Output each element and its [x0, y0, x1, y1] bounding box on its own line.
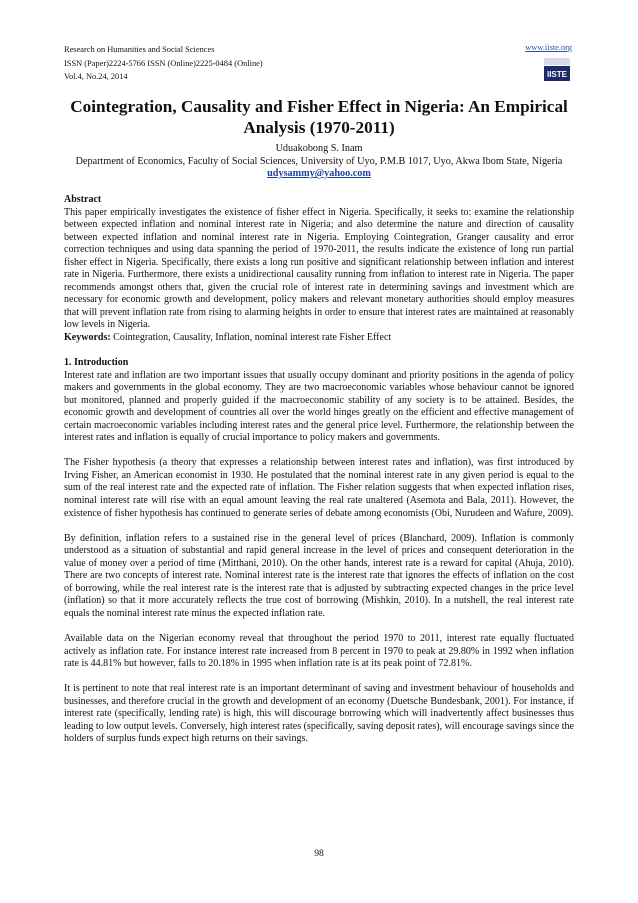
page-number: 98 [314, 848, 324, 859]
paper-body [64, 194, 574, 746]
author-name: Uduakobong S. Inam [275, 143, 363, 154]
abstract-text: This paper empirically investigates the existence of fisher effect in Nigeria. Specifically, it seeks to: examine the relationship between expected inflation and nominal interest rate in Nigeria; and also determine the nature and direction of causality between expected inflation and nominal interest rate in Nigeria. Employing Cointegration, Granger causality and error correction techniques and using data spanning the period of 1970-2011, the results indicate the existence of long run partial fisher effect in Nigeria. Specifically, there exists a long run positive and significant relationship between inflation and interest rate in Nigeria. Furthermore, there exists a unidirectional causality running from inflation to interest rate in Nigeria. The paper recommends amongst others that, given the crucial role of interest rate in determining savings and investment which are necessary for economic growth and development, policy makers and relevant monetary authorities should employ measures that will prevent inflation rate from rising to alarming heights in order to ensure that interest rates are maintained at reasonably low levels in Nigeria. [64, 206, 574, 331]
keywords-label: Keywords: [64, 332, 111, 344]
introduction-heading: 1. Introduction [64, 357, 129, 369]
intro-paragraph: Interest rate and inflation are two important issues that usually occupy dominant and priority positions in the agenda of policy makers and governments in the global economy. They are two macroeconomic variables whose behaviour cannot be ignored but monitored, planned and properly guided if the macroeconomic stability of any society is to be attained. Besides, the economic growth and development of countries all over the world hinges greatly on the efficient and effective management of certain macroeconomic variables including interest rates and the general price level. Furthermore, the relationship between the interest rates and inflation is equally of crucial importance to policy makers and governments. [64, 369, 574, 444]
intro-paragraph: The Fisher hypothesis (a theory that expresses a relationship between interest rates and inflation), was first introduced by Irving Fisher, an American economist in 1930. He postulated that the nominal interest rate in any given period is equal to the sum of the real interest rate and the expected rate of inflation. The Fisher relation suggests that when expected inflation rises, nominal interest rate will rise with an equal amount leaving the real rate unaltered (Asemota and Bala, 2011). However, the existence of fisher hypothesis has continued to generate series of debate among economists (Obi, Nurudeen and Wafure, 2009). [64, 457, 574, 519]
running-header [64, 43, 263, 84]
intro-paragraph: Available data on the Nigerian economy reveal that throughout the period 1970 to 2011, interest rate equally fluctuated actively as inflation rate. For instance interest rate increased from 8 percent in 1970 to peak at 29.80% in 1992 when inflation rate is 44.81% but however, falls to 20.18% in 1995 when inflation rate is at its peak point of 72.81%. [64, 632, 574, 670]
author-email-link[interactable]: udysammy@yahoo.com [267, 168, 371, 180]
paper-title: Cointegration, Causality and Fisher Effect in Nigeria: An Empirical Analysis (1970-2011) [70, 97, 568, 137]
journal-url-link[interactable]: www.iiste.org [525, 43, 572, 52]
author-affiliation: Department of Economics, Faculty of Social Sciences, University of Uyo, P.M.B 1017, Uyo, Akwa Ibom State, Nigeria [75, 155, 563, 167]
author-block [64, 143, 574, 181]
journal-issn: ISSN (Paper)2224-5766 ISSN (Online)2225-0484 (Online) [64, 58, 263, 68]
keywords-line [64, 332, 574, 345]
abstract-heading: Abstract [64, 194, 102, 205]
intro-paragraph: By definition, inflation refers to a sustained rise in the general level of prices (Blanchard, 2009). Inflation is commonly understood as a situation of substantial and rapid general increase in the level of prices and consequent deterioration in the value of money over a period of time (Mitthani, 2010). On the other hands, interest rate is a reward for capital (Ahuja, 2010). There are two concepts of interest rate. Nominal interest rate is the interest rate that ignores the effects of inflation on the cost of borrowing, while the real interest rate is the interest rate that is adjusted by subtracting expected changes in the price level (inflation) so that it more accurately reflects the true cost of borrowing (Mishkin, 2010). In a nutshell, the real interest rate equals the nominal interest rate minus the expected inflation rate. [64, 532, 574, 619]
intro-paragraph: It is pertinent to note that real interest rate is an important determinant of saving and investment behaviour of households and businesses, and therefore crucial in the growth and development of an economy (Duetsche Bundesbank, 2001). For instance, if interest rate (specifically, lending rate) is high, this will discourage borrowing which will inadvertently affect businesses thus leading to low output levels. Conversely, high interest rates (specifically, saving deposit rates), will encourage savings since the holders of surplus funds expect high returns on their savings. [64, 683, 574, 745]
keywords-text: Cointegration, Causality, Inflation, nominal interest rate Fisher Effect [113, 332, 392, 344]
journal-name: Research on Humanities and Social Sciences [64, 45, 215, 54]
iiste-logo [542, 57, 572, 83]
logo-text: IISTE [546, 70, 568, 79]
journal-volume: Vol.4, No.24, 2014 [64, 72, 128, 82]
